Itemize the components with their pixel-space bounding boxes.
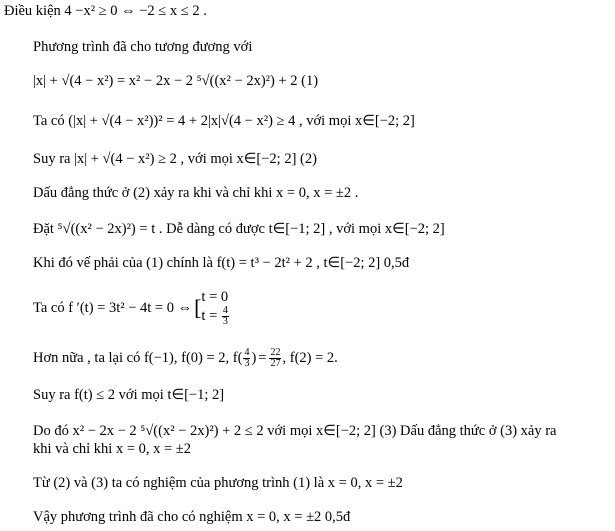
line-tu-2-3: Từ (2) và (3) ta có nghiệm của phương trình (1) là x = 0, x = ±2 — [33, 475, 403, 491]
line-suy-ra-2: Suy ra f(t) ≤ 2 với mọi t∈[−1; 2] — [33, 387, 225, 403]
line-suy-ra-1: Suy ra |x| + √(4 − x²) ≥ 2 , với mọi x∈[−2; 2] (2) — [33, 151, 317, 167]
line-dau-bang-1: Dấu đẳng thức ở (2) xảy ra khi và chỉ khi x = 0, x = ±2 . — [33, 185, 359, 201]
line-dao-ham — [33, 288, 230, 328]
case-bracket: [ — [194, 295, 202, 320]
line-gia-tri: Hơn nữa , ta lại có f(−1), f(0) = 2, f ( $\frac{4}{3}$ ) = $\frac{22}{27}$ , f(2) = 2. — [33, 346, 338, 369]
case-rows — [201, 289, 229, 327]
case-2: t = $\frac{4}{3}$ — [201, 305, 228, 327]
line-ta-co-1: Ta có (|x| + √(4 − x²))² = 4 + 2|x|√(4 − x²) ≥ 4 , với mọi x∈[−2; 2] — [33, 113, 415, 129]
line-pt-tuong-duong: Phương trình đã cho tương đương với — [33, 39, 253, 55]
line-do-do: Do đó x² − 2x − 2 ⁵√((x² − 2x)²) + 2 ≤ 2 với mọi x∈[−2; 2] (3) Dấu đẳng thức ở (3) xảy ra — [33, 423, 557, 439]
line-dat-t: Đặt ⁵√((x² − 2x)²) = t . Dễ dàng có được t∈[−1; 2] , với mọi x∈[−2; 2] — [33, 221, 445, 237]
line-dieu-kien: Điều kiện 4 −x² ≥ 0 ⇔ −2 ≤ x ≤ 2 . — [4, 3, 207, 19]
line-khi-do: Khi đó vế phải của (1) chính là f(t) = t³ − 2t² + 2 , t∈[−2; 2] 0,5đ — [33, 255, 410, 271]
line-do-do-cont: khi và chỉ khi x = 0, x = ±2 — [33, 441, 192, 457]
line-ket-luan: Vậy phương trình đã cho có nghiệm x = 0, x = ±2 0,5đ — [33, 509, 351, 525]
value-fraction: $\frac{22}{27}$ — [270, 346, 281, 369]
case-2-fraction: $\frac{4}{3}$ — [222, 305, 228, 327]
line-pt-1: |x| + √(4 − x²) = x² − 2x − 2 ⁵√((x² − 2x)²) + 2 (1) — [33, 73, 319, 89]
dao-ham-prefix: Ta có f ′(t) = 3t² − 4t = 0 ⇔ — [33, 300, 193, 316]
case-1: t = 0 — [201, 289, 229, 305]
arg-fraction: $\frac{4}{3}$ — [244, 346, 250, 369]
